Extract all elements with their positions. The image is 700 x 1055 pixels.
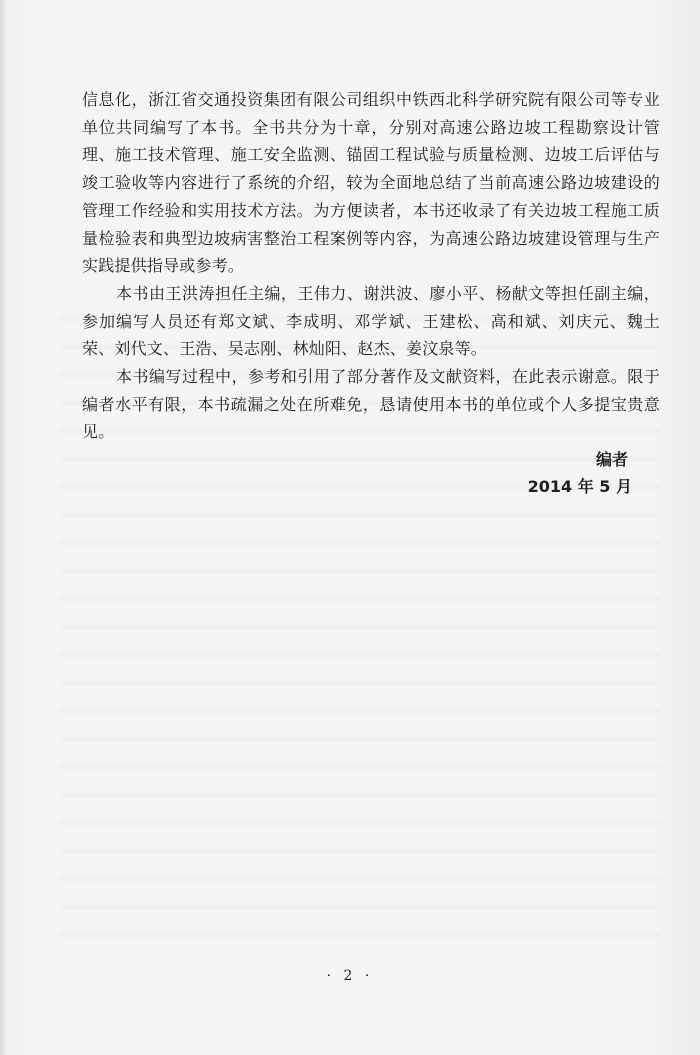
paragraph-continuation: 信息化，浙江省交通投资集团有限公司组织中铁西北科学研究院有限公司等专业单位共同编写了本书。全书共分为十章，分别对高速公路边坡工程勘察设计管理、施工技术管理、施工安全监测、锚固工程试验与质量检测、边坡工后评估与竣工验收等内容进行了系统的介绍，较为全面地总结了当前高速公路边坡建设的管理工作经验和实用技术方法。为方便读者，本书还收录了有关边坡工程施工质量检验表和典型边坡病害整治工程案例等内容，为高速公路边坡建设管理与生产实践提供指导或参考。	[82, 90, 660, 276]
signature-block	[528, 446, 632, 500]
paragraph-acknowledgement: 本书编写过程中，参考和引用了部分著作及文献资料，在此表示谢意。限于编者水平有限，本书疏漏之处在所难免，恳请使用本书的单位或个人多提宝贵意见。	[82, 367, 660, 442]
signature-date: 2014 年 5 月	[527, 477, 632, 496]
body-text	[82, 86, 660, 446]
page-number: · 2 ·	[326, 968, 374, 984]
paragraph-editors: 本书由王洪涛担任主编，王伟力、谢洪波、廖小平、杨献文等担任副主编，参加编写人员还有郑文斌、李成明、邓学斌、王建松、高和斌、刘庆元、魏土荣、刘代文、王浩、吴志刚、林灿阳、赵杰、姜汶泉等。	[82, 283, 660, 359]
binding-edge	[0, 0, 6, 1055]
signature-author: 编者	[595, 450, 628, 469]
